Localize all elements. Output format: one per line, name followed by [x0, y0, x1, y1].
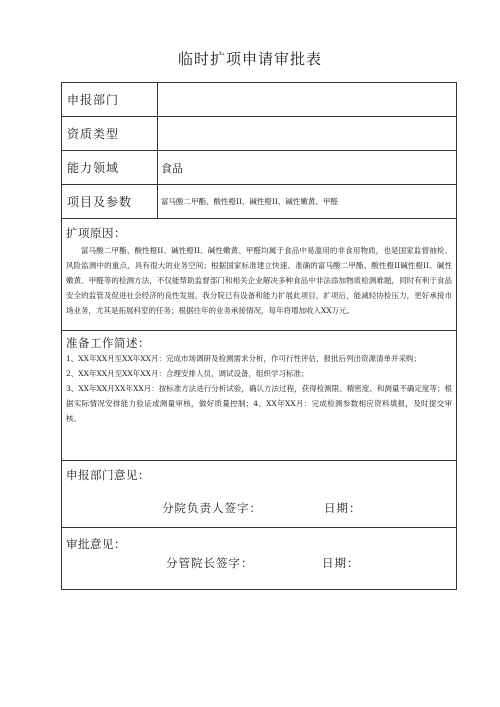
- department-field[interactable]: [158, 83, 456, 116]
- approval-section: [62, 528, 456, 589]
- plan-item[interactable]: 3、XX年XX月XX年XX月：按标准方法进行分析试验，确认方法过程，获得检测限、精密度、和测量不确定度等；根据实际情况安排能力验证或测量审核，做好质量控制；4、XX年XX月：完成检测参数相应资料填报，及时提交审核。: [66, 384, 452, 423]
- reason-heading: 扩项原因：: [66, 226, 126, 240]
- reason-text[interactable]: 富马酸二甲酯、酸性橙II、碱性橙II、碱性嫩黄、甲醛均属于食品中易滥用的非食用物质，也是国家监督抽检、风险监测中的重点，具有很大的业务空间；根据国家标准建立快速、准确的富马酸二甲酯、酸性橙II碱性橙II、碱性嫩黄、甲醛等的检测方法，不仅能帮助监督部门和相关企业解决多种食品中非法添加物质检测难题，同时有利于食品安全的监管及促进社会经济的良性发展。我分院已有设备和能力扩展此项目，扩项后，能减轻协检压力，更好承接市场业务，尤其是拓展科室的任务；根据往年的业务承接情况，每年将增加收入XX万元。: [66, 246, 452, 315]
- form-title: 临时扩项申请审批表: [177, 50, 322, 68]
- qualification-field[interactable]: [158, 117, 456, 150]
- approval-form: [61, 82, 457, 590]
- branch-head-signature-label: 分院负责人签字：: [162, 501, 262, 515]
- plan-heading: 准备工作简述：: [66, 336, 150, 350]
- reason-body: [66, 243, 452, 318]
- deputy-director-signature-label: 分管院长签字：: [166, 556, 254, 570]
- items-params-field[interactable]: 富马酸二甲酯、酸性橙II、碱性橙II、碱性嫩黄、甲醛: [161, 197, 338, 206]
- plan-item[interactable]: 2、XX年XX月至XX年XX月：合理安排人员，调试设备，组织学习标准；: [66, 369, 309, 378]
- row-capability: [62, 151, 456, 185]
- capability-label: 能力领域: [62, 151, 158, 184]
- department-label: 申报部门: [62, 83, 158, 116]
- plan-body: [66, 351, 452, 426]
- row-items-params: [62, 185, 456, 219]
- dept-opinion-heading: 申报部门意见：: [66, 468, 150, 482]
- plan-section: [62, 331, 456, 461]
- capability-field[interactable]: 食品: [161, 161, 183, 175]
- plan-item[interactable]: 1、XX年XX月至XX年XX月：完成市场调研及检测需求分析，作可行性评估，报批后列出资源清单并采购；: [66, 354, 421, 363]
- row-qualification: [62, 117, 456, 151]
- dept-opinion-date-label: 日期：: [324, 501, 362, 515]
- items-params-label: 项目及参数: [62, 185, 158, 218]
- reason-section: [62, 219, 456, 331]
- approval-date-label: 日期：: [322, 556, 360, 570]
- approval-heading: 审批意见：: [66, 537, 126, 551]
- dept-opinion-section: [62, 461, 456, 528]
- qualification-label: 资质类型: [62, 117, 158, 150]
- row-department: [62, 83, 456, 117]
